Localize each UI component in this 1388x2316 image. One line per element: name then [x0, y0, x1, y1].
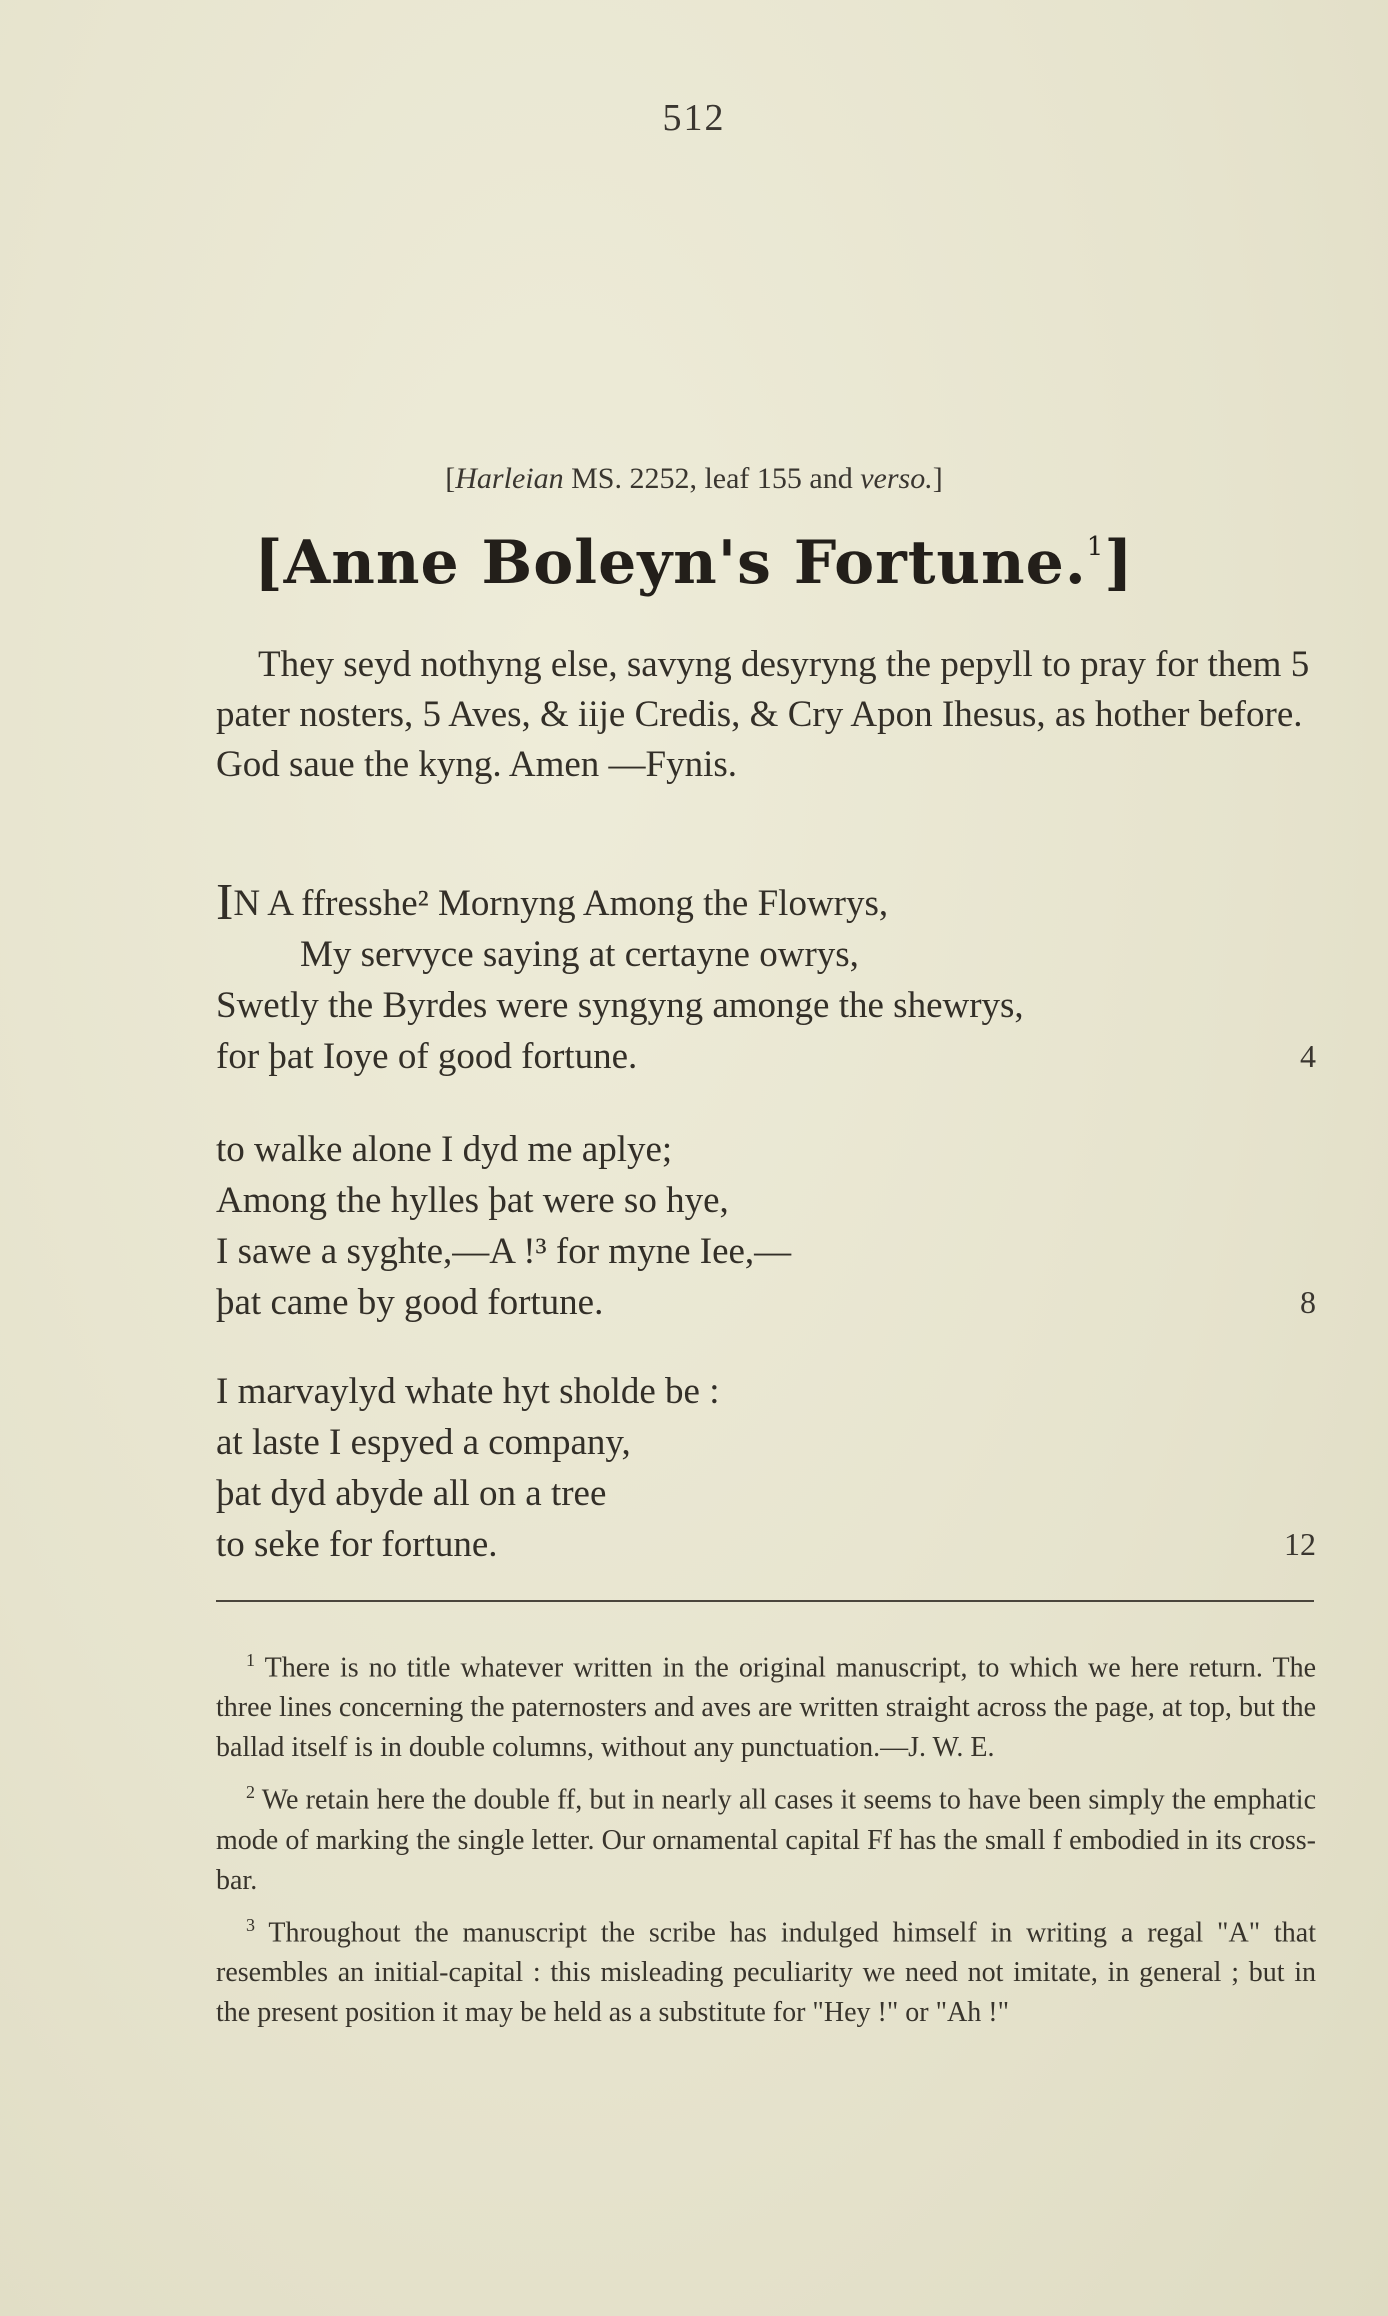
drop-cap: I	[216, 874, 234, 931]
footnote-divider	[216, 1600, 1314, 1602]
source-manuscript: Harleian	[455, 462, 564, 495]
footnote-mark: 3	[246, 1914, 255, 1935]
verse-text: to walke alone I dyd me aplye;	[216, 1129, 673, 1170]
stanza-2	[216, 1124, 1316, 1328]
verse-line	[216, 874, 1316, 931]
stanza-3	[216, 1366, 1316, 1570]
title-bracket: ]	[1104, 528, 1134, 598]
verse-text: for þat Ioye of good fortune.	[216, 1036, 638, 1077]
line-number: 12	[1284, 1526, 1316, 1562]
verse-text: þat dyd abyde all on a tree	[216, 1473, 607, 1514]
footnote-text: There is no title whatever written in the original manuscript, to which we here return. The three lines concerning the paternosters and aves are written straight across the page, at top, but the ballad itself is in double columns, without any punctuation.—J. W. E.	[216, 1652, 1317, 1764]
verse-text: to seke for fortune.	[216, 1524, 498, 1565]
verse-line	[216, 1124, 1316, 1175]
footnote-text: We retain here the double ff, but in nearly all cases it seems to have been simply the emphatic mode of marking the single letter. Our ornamental capital Ff has the small f embodied in its cross-bar.	[216, 1784, 1316, 1896]
verse-text: at laste I espyed a company,	[216, 1422, 631, 1463]
verse-line	[216, 1366, 1316, 1417]
title-text: [Anne Boleyn's Fortune.	[254, 528, 1087, 598]
source-bracket-close: ]	[932, 462, 943, 495]
prose-text: They seyd nothyng else, savyng desyryng the pepyll to pray for them 5 pater nosters, 5 Aves, & iije Credis, & Cry Apon Ihesus, as hother before. God saue the kyng. Amen —Fynis.	[216, 644, 1310, 785]
footnote	[216, 1905, 1316, 2033]
footnote-text: Throughout the manuscript the scribe has indulged himself in writing a regal "A" that resembles an initial-capital : this misleading peculiarity we need not imitate, in general ; but in the present position it may be held as a substitute for "Hey !" or "Ah !"	[216, 1916, 1316, 2028]
verse-line	[216, 1175, 1316, 1226]
footnote	[216, 1640, 1316, 1768]
verse-text: þat came by good fortune.	[216, 1282, 604, 1323]
verse-line	[216, 929, 1316, 980]
verse-line	[216, 1277, 1316, 1328]
footnote-mark: 2	[246, 1782, 255, 1803]
verse-text: I sawe a syghte,—A !³ for myne Iee,—	[216, 1231, 792, 1272]
verse-text: Among the hylles þat were so hye,	[216, 1180, 729, 1221]
line-number: 8	[1300, 1284, 1316, 1320]
verse-line	[216, 1519, 1316, 1570]
verse-line	[216, 980, 1316, 1031]
source-verso: verso.	[860, 462, 933, 495]
source-reference	[0, 462, 1388, 496]
verse-text: I marvaylyd whate hyt sholde be :	[216, 1371, 720, 1412]
line-number: 4	[1300, 1038, 1316, 1074]
prose-paragraph	[216, 640, 1316, 790]
footnote	[216, 1772, 1316, 1900]
footnotes	[216, 1640, 1316, 2037]
verse-line	[216, 1031, 1316, 1082]
title-note-mark: 1	[1086, 532, 1105, 562]
footnote-mark: 1	[246, 1650, 255, 1670]
source-bracket-open: [	[445, 462, 456, 495]
stanza-1	[216, 874, 1316, 1082]
verse-text: Swetly the Byrdes were syngyng amonge the shewrys,	[216, 985, 1024, 1026]
page-number: 512	[662, 97, 726, 139]
verse-line	[216, 1417, 1316, 1468]
page-title	[0, 528, 1388, 598]
verse-text: My servyce saying at certayne owrys,	[300, 934, 859, 975]
verse-text: N A ffresshe² Mornyng Among the Flowrys,	[233, 883, 889, 924]
verse-line	[216, 1468, 1316, 1519]
verse-line	[216, 1226, 1316, 1277]
source-details: MS. 2252, leaf 155 and	[563, 462, 861, 495]
